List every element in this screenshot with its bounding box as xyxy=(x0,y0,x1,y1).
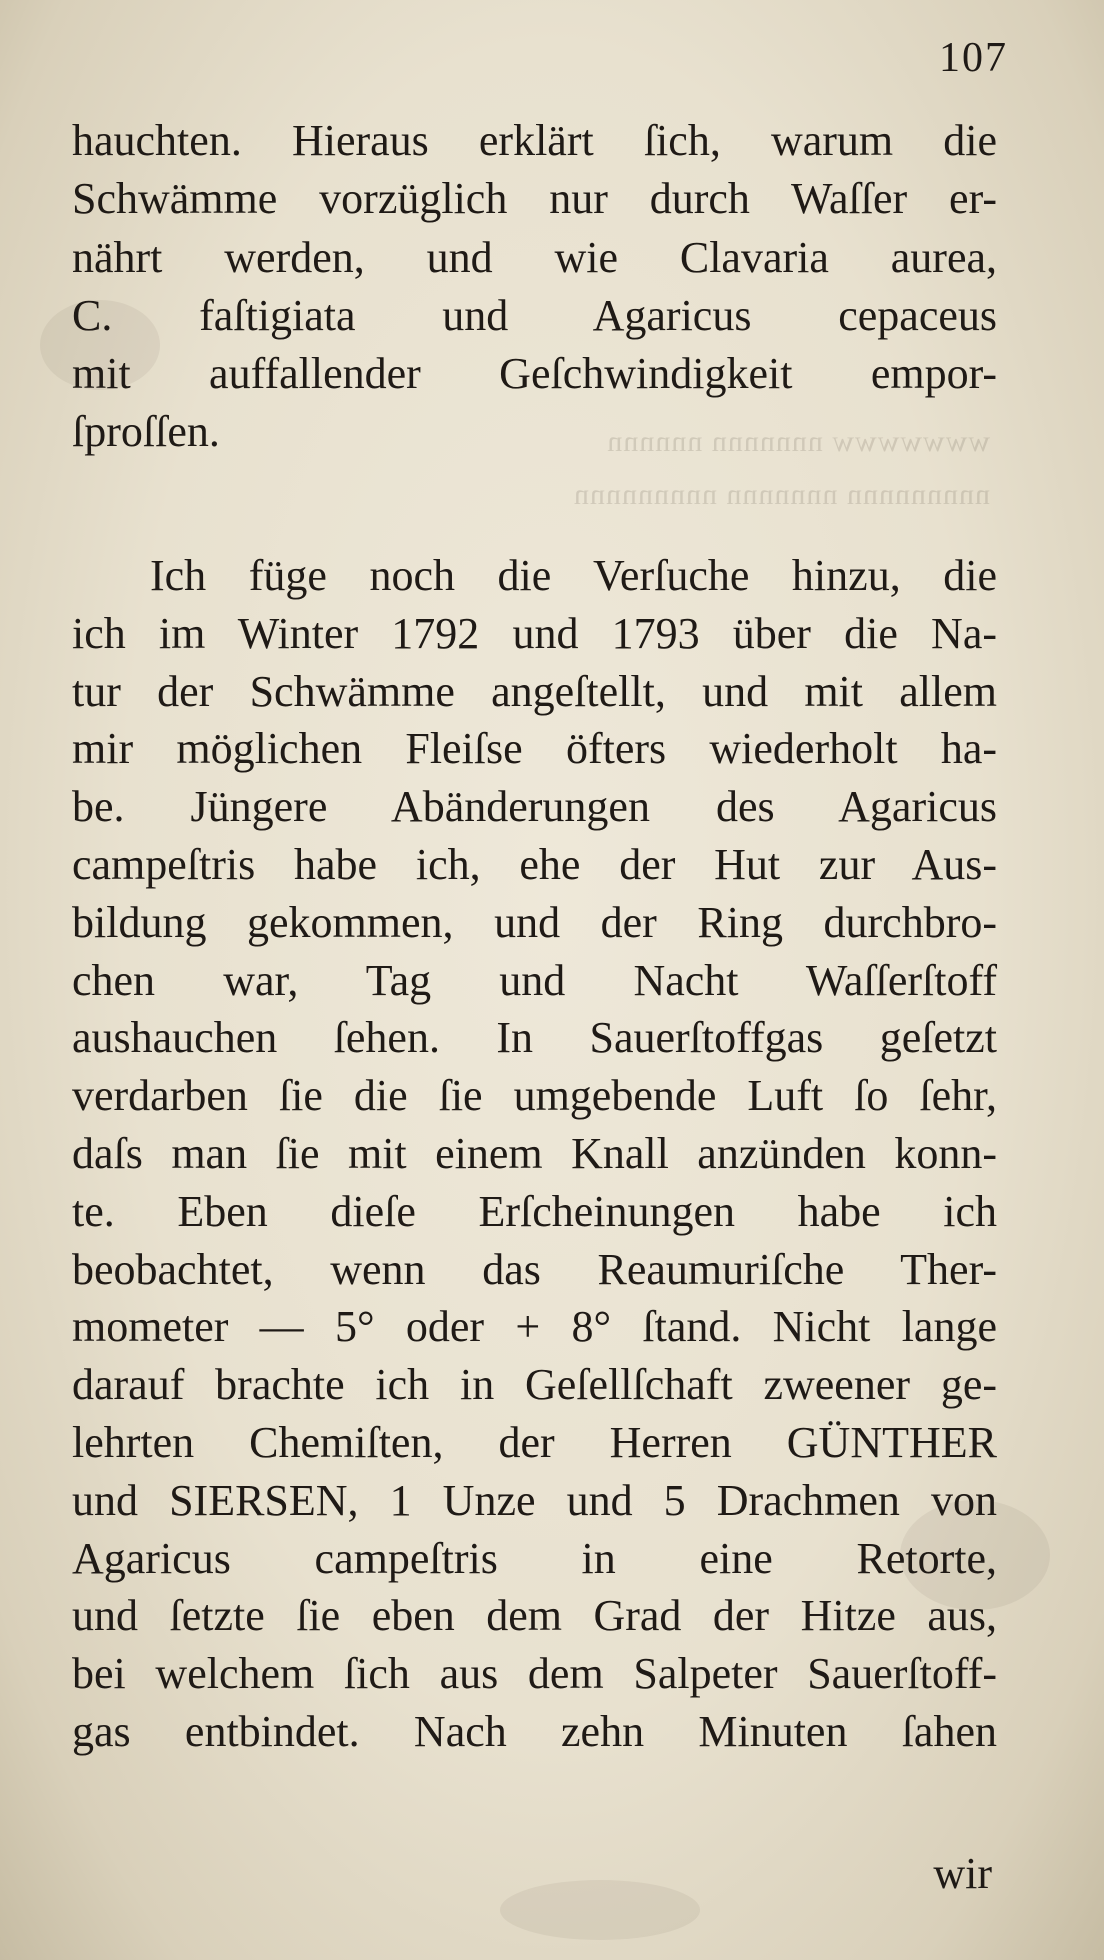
text-line: und SIERSEN, 1 Unze und 5 Drachmen von xyxy=(72,1475,997,1525)
text-line: bei welchem ſich aus dem Salpeter Sauerſtoff- xyxy=(72,1649,997,1699)
text-line: darauf brachte ich in Geſellſchaft zweener ge- xyxy=(72,1360,997,1410)
text-line: hauchten. Hieraus erklärt ſich, warum die xyxy=(72,116,997,165)
show-through-text: wwwwwww nnnnnnn nnnnnn xyxy=(606,425,990,458)
show-through-text: nnnnnnnnn nnnnnnn nnnnnnnnn xyxy=(573,478,990,511)
text-line: und ſetzte ſie eben dem Grad der Hitze aus, xyxy=(72,1591,997,1641)
text-line: Schwämme vorzüglich nur durch Waſſer er- xyxy=(72,174,997,224)
text-line: nährt werden, und wie Clavaria aurea, xyxy=(72,232,997,282)
text-line: chen war, Tag und Nacht Waſſerſtoff xyxy=(72,955,997,1005)
text-line: bildung gekommen, und der Ring durchbro- xyxy=(72,897,997,947)
text-line: tur der Schwämme angeſtellt, und mit allem xyxy=(72,666,997,716)
text-line: ich im Winter 1792 und 1793 über die Na- xyxy=(72,608,997,658)
text-line: C. faſtigiata und Agaricus cepaceus xyxy=(72,290,997,340)
text-line: mit auffallender Geſchwindigkeit empor- xyxy=(72,349,997,399)
text-line: mometer — 5° oder + 8° ſtand. Nicht lange xyxy=(72,1302,997,1352)
paragraph-2 xyxy=(72,547,997,1761)
text-line: gas entbindet. Nach zehn Minuten ſahen xyxy=(72,1706,997,1756)
text-line: ſproſſen. xyxy=(72,407,220,457)
text-line: campeſtris habe ich, ehe der Hut zur Aus- xyxy=(72,839,997,889)
text-line: daſs man ſie mit einem Knall anzünden konn- xyxy=(72,1128,997,1178)
text-line: aushauchen ſehen. In Sauerſtoffgas geſetzt xyxy=(72,1013,997,1063)
text-line: lehrten Chemiſten, der Herren GÜNTHER xyxy=(72,1417,997,1467)
text-line: beobachtet, wenn das Reaumuriſche Ther- xyxy=(72,1244,997,1294)
text-line: te. Eben dieſe Erſcheinungen habe ich xyxy=(72,1186,997,1236)
text-line: be. Jüngere Abänderungen des Agaricus xyxy=(72,782,997,832)
text-line: Agaricus campeſtris in eine Retorte, xyxy=(72,1533,997,1583)
text-line: verdarben ſie die ſie umgebende Luft ſo ſehr, xyxy=(72,1071,997,1121)
text-line: mir möglichen Fleiſse öfters wiederholt ha- xyxy=(72,724,997,774)
catch-word: wir xyxy=(933,1849,992,1898)
paper-stain xyxy=(500,1880,700,1940)
paragraph-1 xyxy=(72,112,997,462)
text-line: Ich füge noch die Verſuche hinzu, die xyxy=(150,551,997,600)
page-number: 107 xyxy=(939,35,1008,81)
